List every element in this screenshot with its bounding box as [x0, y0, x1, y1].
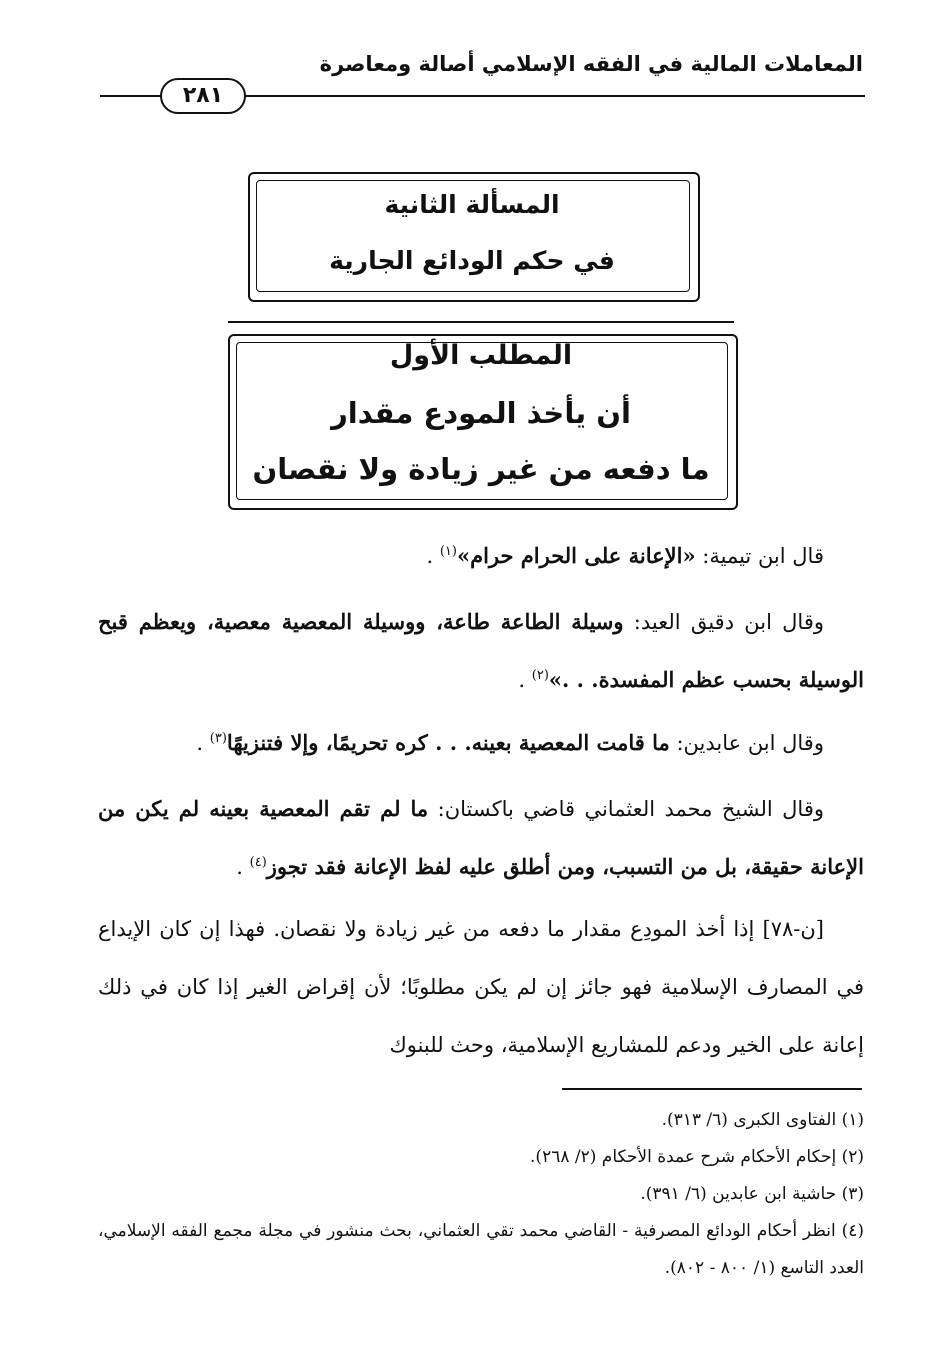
footnote-1: (١) الفتاوى الكبرى (٦/ ٣١٣).	[661, 1110, 864, 1130]
section-title: المطلب الأول	[389, 340, 573, 371]
paragraph-text: [ن-٧٨] إذا أخذ المودِع مقدار ما دفعه من غير زيادة ولا نقصان. فهذا إن كان الإيداع في المصارف الإسلامية فهو جائز إن لم يكن مطلوبًا؛ لأن إقراض الغير إذا كان في ذلك إعانة على الخير ودعم للمشاريع الإسلامية، وحث للبنوك	[98, 917, 864, 1057]
body-paragraph-2	[98, 593, 864, 709]
body-paragraph-4	[98, 780, 864, 896]
footnote-ref: (١)	[439, 544, 457, 559]
body-paragraph-1	[98, 527, 864, 585]
paragraph-end: .	[236, 855, 243, 879]
paragraph-end: .	[196, 731, 204, 755]
paragraph-end: .	[518, 668, 526, 692]
section-subtitle-line2: ما دفعه من غير زيادة ولا نقصان	[252, 452, 710, 486]
footnote-rule	[562, 1088, 862, 1090]
paragraph-end: .	[426, 544, 434, 568]
footnote-ref: (٢)	[531, 668, 549, 683]
paragraph-quote: ما لم تقم المعصية بعينه لم يكن من الإعانة حقيقة، بل من التسبب، ومن أطلق عليه لفظ الإعانة فقد تجوز	[98, 796, 864, 879]
paragraph-lead: قال ابن تيمية:	[702, 544, 824, 568]
footnote-4: (٤) انظر أحكام الودائع المصرفية - القاضي محمد تقي العثماني، بحث منشور في مجلة مجمع الفقه الإسلامي، العدد التاسع (١/ ٨٠٠ - ٨٠٢).	[98, 1221, 864, 1278]
paragraph-lead: وقال الشيخ محمد العثماني قاضي باكستان:	[437, 797, 824, 821]
paragraph-lead: وقال ابن عابدين:	[676, 731, 824, 755]
paragraph-quote: «الإعانة على الحرام حرام»	[456, 543, 696, 568]
body-paragraph-5	[98, 900, 864, 1074]
footnotes	[98, 1102, 864, 1287]
body-paragraph-3	[98, 714, 864, 772]
footnote-ref: (٣)	[209, 731, 227, 746]
footnote-ref: (٤)	[249, 855, 267, 870]
footnote-2: (٢) إحكام الأحكام شرح عمدة الأحكام (٢/ ٢٦٨).	[530, 1147, 864, 1167]
footnote-3: (٣) حاشية ابن عابدين (٦/ ٣٩١).	[640, 1184, 864, 1204]
issue-subtitle: في حكم الودائع الجارية	[329, 246, 615, 275]
page-number: ٢٨١	[160, 78, 246, 114]
section-rule	[228, 321, 734, 323]
paragraph-lead: وقال ابن دقيق العيد:	[633, 610, 824, 634]
section-subtitle-line1: أن يأخذ المودع مقدار	[331, 396, 631, 430]
issue-title: المسألة الثانية	[384, 190, 560, 219]
paragraph-quote: وسيلة الطاعة طاعة، ووسيلة المعصية معصية، ويعظم قبح الوسيلة بحسب عظم المفسدة. . .»	[98, 609, 864, 692]
running-header: المعاملات المالية في الفقه الإسلامي أصالة ومعاصرة	[319, 52, 863, 76]
paragraph-quote: ما قامت المعصية بعينه. . . كره تحريمًا، وإلا فتنزيهًا	[226, 730, 670, 755]
